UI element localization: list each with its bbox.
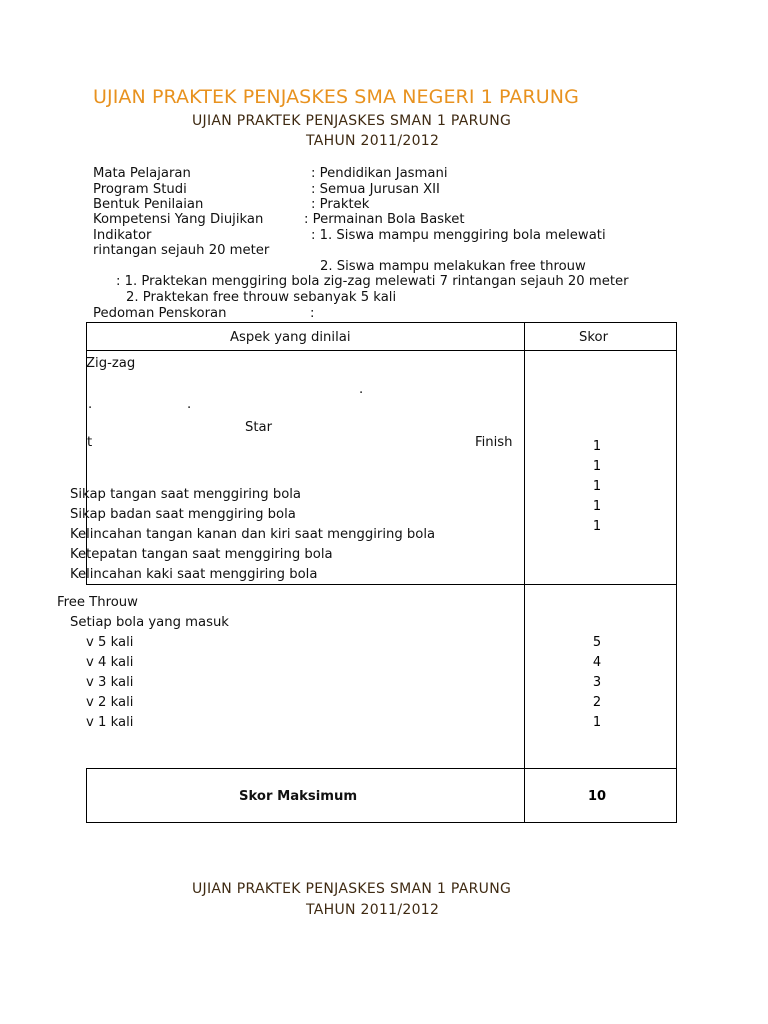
zigzag-score: 1 <box>592 519 602 534</box>
max-score-value: 10 <box>587 789 607 804</box>
freethrow-intro: Setiap bola yang masuk <box>70 615 229 630</box>
table-section-divider <box>86 584 677 585</box>
zigzag-title: Zig-zag <box>86 356 136 371</box>
table-border-top <box>86 322 677 323</box>
table-total-divider <box>86 768 677 769</box>
freethrow-criterion: v 5 kali <box>86 635 134 650</box>
table-column-divider <box>524 322 525 822</box>
subtitle-line-2: TAHUN 2011/2012 <box>306 133 440 149</box>
freethrow-score: 4 <box>592 655 602 670</box>
value-mata-pelajaran: : Pendidikan Jasmani <box>311 166 448 181</box>
value-bentuk-penilaian: : Praktek <box>311 197 370 212</box>
table-header-divider <box>86 350 677 351</box>
zigzag-dot-1: . <box>359 382 364 397</box>
zigzag-dot-3: . <box>187 397 192 412</box>
max-score-label: Skor Maksimum <box>239 789 358 804</box>
zigzag-finish-label: Finish <box>475 435 513 450</box>
zigzag-start-label: Star <box>245 420 273 435</box>
label-kompetensi: Kompetensi Yang Diujikan <box>93 212 264 227</box>
value-pedoman: : <box>310 306 315 321</box>
zigzag-start-label-end: t <box>87 435 93 450</box>
freethrow-criterion: v 4 kali <box>86 655 134 670</box>
zigzag-criterion: Sikap tangan saat menggiring bola <box>70 487 302 502</box>
zigzag-dot-2: . <box>88 397 93 412</box>
header-skor: Skor <box>579 330 609 345</box>
freethrow-criterion: v 1 kali <box>86 715 134 730</box>
value-kompetensi: : Permainan Bola Basket <box>304 212 465 227</box>
label-indikator: Indikator <box>93 228 152 243</box>
zigzag-score: 1 <box>592 459 602 474</box>
zigzag-score: 1 <box>592 499 602 514</box>
indikator-2: 2. Siswa mampu melakukan free throuw <box>320 259 586 274</box>
freethrow-criterion: v 3 kali <box>86 675 134 690</box>
freethrow-score: 1 <box>592 715 602 730</box>
freethrow-score: 3 <box>592 675 602 690</box>
indikator-continuation: rintangan sejauh 20 meter <box>93 243 270 258</box>
label-pedoman: Pedoman Penskoran <box>93 306 227 321</box>
zigzag-score: 1 <box>592 439 602 454</box>
value-indikator: : 1. Siswa mampu menggiring bola melewati <box>311 228 606 243</box>
task-2: 2. Praktekan free throuw sebanyak 5 kali <box>126 290 397 305</box>
zigzag-criterion: Sikap badan saat menggiring bola <box>70 507 296 522</box>
label-program-studi: Program Studi <box>93 182 187 197</box>
page-title: UJIAN PRAKTEK PENJASKES SMA NEGERI 1 PARUNG <box>93 86 579 108</box>
zigzag-criterion: Kelincahan kaki saat menggiring bola <box>70 567 318 582</box>
zigzag-score: 1 <box>592 479 602 494</box>
freethrow-score: 2 <box>592 695 602 710</box>
freethrow-title: Free Throuw <box>57 595 138 610</box>
table-border-right <box>676 322 677 822</box>
label-bentuk-penilaian: Bentuk Penilaian <box>93 197 204 212</box>
zigzag-criterion: Kelincahan tangan kanan dan kiri saat menggiring bola <box>70 527 436 542</box>
subtitle-line-1: UJIAN PRAKTEK PENJASKES SMAN 1 PARUNG <box>192 113 512 129</box>
freethrow-score: 5 <box>592 635 602 650</box>
header-aspek: Aspek yang dinilai <box>230 330 351 345</box>
table-border-bottom <box>86 822 677 823</box>
freethrow-criterion: v 2 kali <box>86 695 134 710</box>
zigzag-criterion: Ketepatan tangan saat menggiring bola <box>70 547 333 562</box>
label-mata-pelajaran: Mata Pelajaran <box>93 166 191 181</box>
value-program-studi: : Semua Jurusan XII <box>311 182 440 197</box>
table-border-left-lower <box>86 768 87 823</box>
footer-title-line-1: UJIAN PRAKTEK PENJASKES SMAN 1 PARUNG <box>192 881 512 897</box>
task-1: : 1. Praktekan menggiring bola zig-zag melewati 7 rintangan sejauh 20 meter <box>116 274 629 289</box>
footer-title-line-2: TAHUN 2011/2012 <box>306 902 440 918</box>
